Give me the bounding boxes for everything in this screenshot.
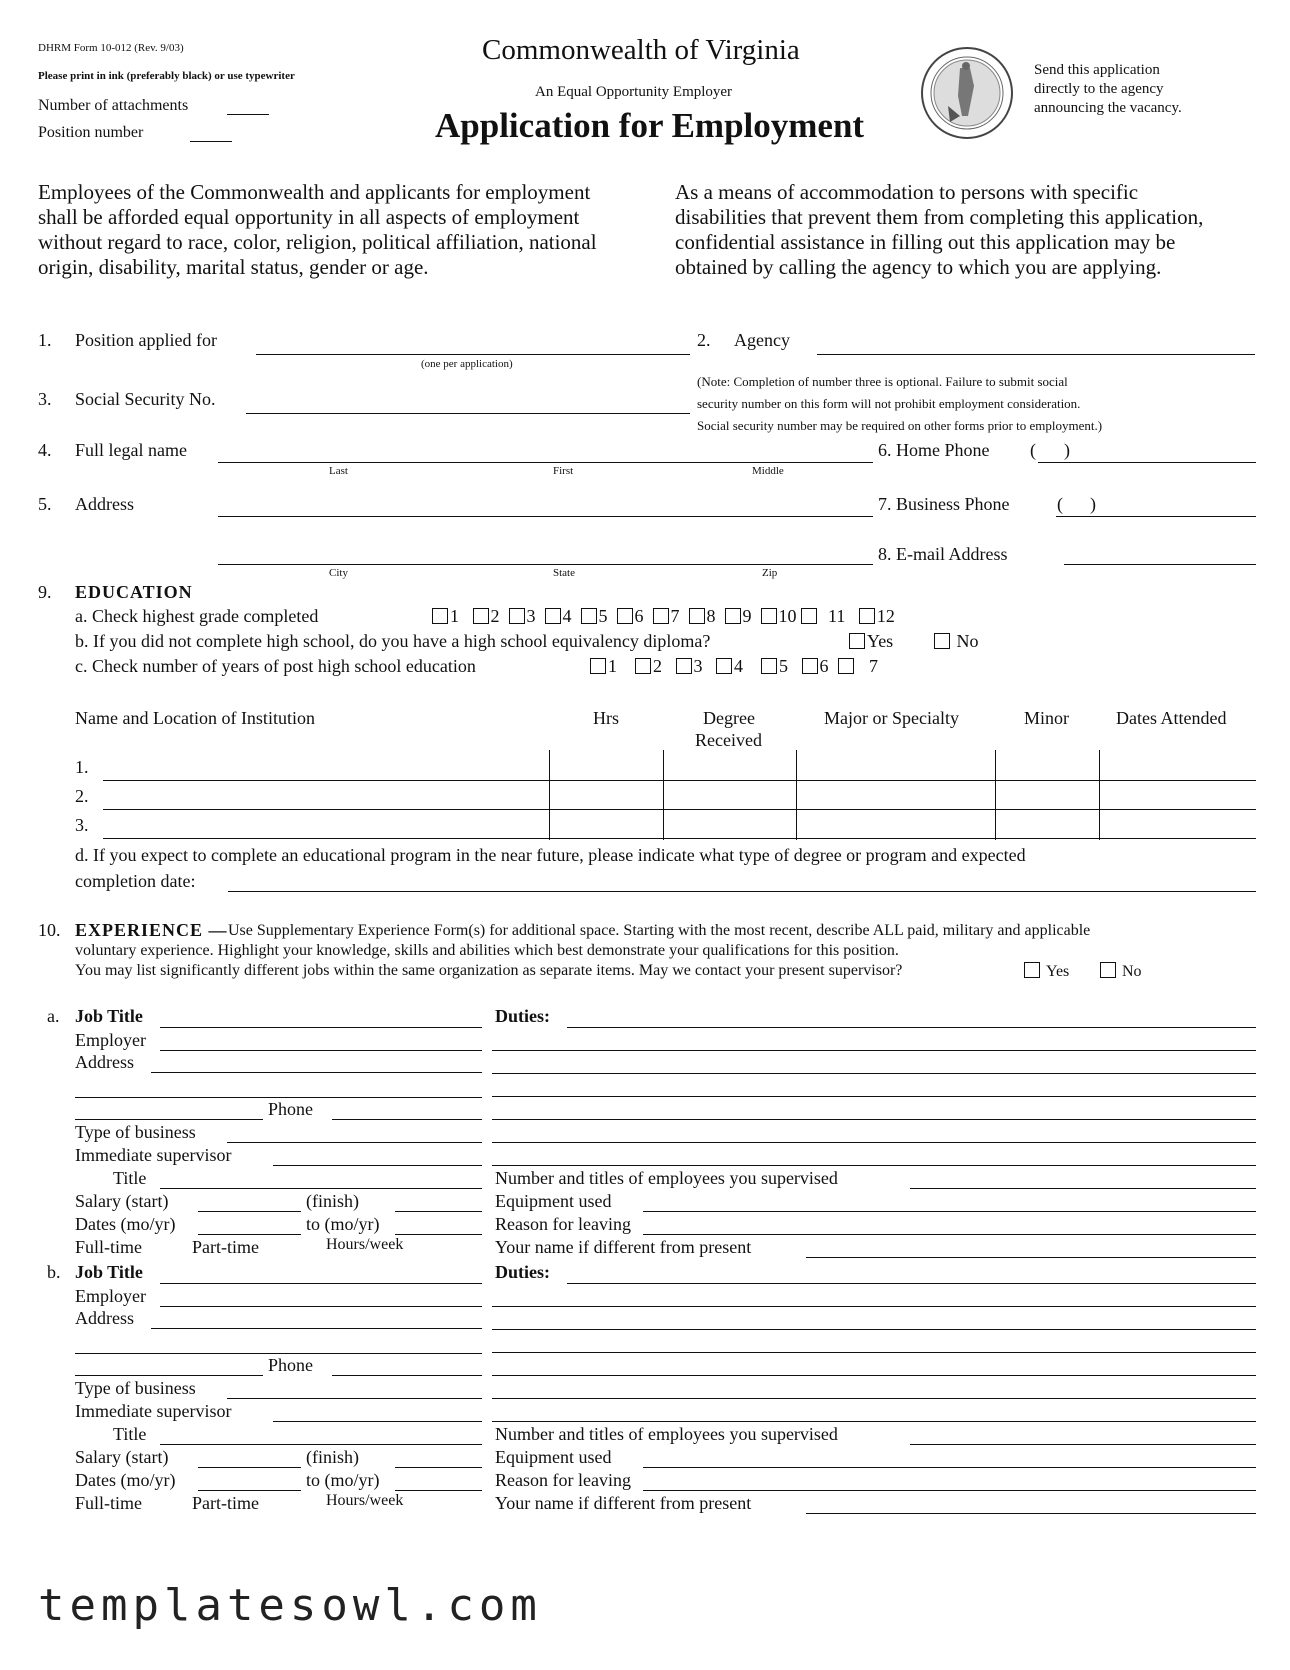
job-phone-label: Phone (268, 1355, 313, 1375)
hours-week-label: Hours/week (326, 1236, 404, 1253)
item-number: 2. (697, 330, 711, 350)
first-sublabel: First (553, 465, 574, 477)
duties-line[interactable] (492, 1375, 1256, 1376)
contact-no (1100, 962, 1142, 981)
state-title: Commonwealth of Virginia (482, 34, 800, 66)
attachments-field[interactable] (227, 114, 269, 115)
grade-label: 9 (742, 606, 752, 626)
grade-checkbox[interactable] (689, 608, 705, 624)
print-note: Please print in ink (preferably black) or use typewriter (38, 70, 295, 82)
item-number: 3. (38, 389, 52, 409)
education-d-2: completion date: (75, 871, 196, 891)
business-type-label: Type of business (75, 1378, 196, 1398)
equipment-label: Equipment used (495, 1191, 612, 1211)
part-time-label: Part-time (192, 1493, 259, 1513)
col-hrs: Hrs (593, 708, 619, 728)
equipment-field[interactable] (643, 1467, 1256, 1468)
virginia-seal-icon (920, 46, 1014, 140)
duties-line[interactable] (567, 1027, 1256, 1028)
address-field[interactable] (218, 516, 873, 517)
reason-label: Reason for leaving (495, 1470, 631, 1490)
name-diff-field[interactable] (806, 1513, 1256, 1514)
equivalency-yes-checkbox[interactable] (849, 633, 865, 649)
grade-label: 5 (598, 606, 608, 626)
duties-line[interactable] (492, 1165, 1256, 1166)
name-diff-label: Your name if different from present (495, 1493, 752, 1513)
item-number: 9. (38, 582, 52, 602)
one-per-note: (one per application) (421, 358, 513, 370)
job-address-line-2[interactable] (75, 1353, 482, 1354)
employer-label: Employer (75, 1286, 146, 1306)
job-title-field[interactable] (160, 1283, 482, 1284)
watermark: templatesowl.com (38, 1580, 542, 1631)
contact-yes (1024, 962, 1069, 981)
grade-label: 1 (450, 606, 459, 626)
experience-line2: voluntary experience. Highlight your knowledge, skills and abilities which best demonstrate your qualifications for this position. (75, 942, 899, 959)
form-title: Application for Employment (435, 106, 865, 145)
ssn-field[interactable] (246, 413, 690, 414)
supervised-label: Number and titles of employees you supervised (495, 1424, 838, 1444)
reason-field[interactable] (643, 1490, 1256, 1491)
duties-label: Duties: (495, 1262, 550, 1282)
experience-line3: You may list significantly different jobs within the same organization as separate items. May we contact your present supervisor? (75, 962, 903, 979)
grade-checkbox[interactable] (545, 608, 561, 624)
years-label: 6 (819, 656, 829, 676)
job-phone-label: Phone (268, 1099, 313, 1119)
item-number: 10. (38, 920, 61, 940)
col-divider (1099, 750, 1100, 840)
equivalency-no (934, 631, 979, 652)
col-divider (796, 750, 797, 840)
agency-label: Agency (734, 330, 790, 350)
duties-line[interactable] (492, 1050, 1256, 1051)
job-address-line-3[interactable] (75, 1375, 263, 1376)
equivalency-no-checkbox[interactable] (934, 633, 950, 649)
salary-finish-field[interactable] (395, 1211, 482, 1212)
name-diff-label: Your name if different from present (495, 1237, 752, 1257)
job-address-label: Address (75, 1308, 134, 1328)
grade-label: 2 (490, 606, 500, 626)
equipment-field[interactable] (643, 1211, 1256, 1212)
paren: ) (1064, 440, 1070, 460)
duties-line[interactable] (492, 1142, 1256, 1143)
row-number: 3. (75, 815, 89, 835)
paren: ) (1090, 494, 1096, 514)
grade-checkboxes (432, 606, 895, 627)
grade-label: 12 (876, 606, 895, 626)
business-type-label: Type of business (75, 1122, 196, 1142)
name-diff-field[interactable] (806, 1257, 1256, 1258)
years-checkbox[interactable] (676, 658, 692, 674)
item-number: 1. (38, 330, 52, 350)
years-checkbox[interactable] (838, 658, 854, 674)
reason-field[interactable] (643, 1234, 1256, 1235)
dates-to-label: to (mo/yr) (306, 1214, 380, 1234)
position-number-field[interactable] (190, 141, 232, 142)
name-field[interactable] (218, 462, 873, 463)
salary-finish-label: (finish) (306, 1447, 359, 1467)
grade-checkbox[interactable] (653, 608, 669, 624)
dates-from-field[interactable] (198, 1234, 301, 1235)
reason-label: Reason for leaving (495, 1214, 631, 1234)
business-phone-field[interactable] (1056, 516, 1256, 517)
position-number-label: Position number (38, 124, 144, 141)
years-label: 1 (608, 656, 617, 676)
equipment-label: Equipment used (495, 1447, 612, 1467)
completion-date-field[interactable] (228, 891, 1256, 892)
send-note-2: directly to the agency (1034, 81, 1164, 97)
salary-start-label: Salary (start) (75, 1191, 169, 1211)
years-label: 3 (693, 656, 703, 676)
job-phone-field[interactable] (332, 1375, 482, 1376)
years-checkboxes (590, 656, 878, 677)
yes-label: Yes (867, 631, 894, 651)
grade-label: 3 (526, 606, 536, 626)
experience-title: EXPERIENCE — (75, 920, 228, 940)
state-sublabel: State (553, 567, 575, 579)
salary-finish-label: (finish) (306, 1191, 359, 1211)
intro-right: As a means of accommodation to persons with specific disabilities that prevent them from completing this application, confidential assistance in filling out this application may be obtained by calling the agency to which you are applying. (675, 180, 1204, 279)
duties-line[interactable] (492, 1398, 1256, 1399)
row-number: 2. (75, 786, 89, 806)
agency-field[interactable] (817, 354, 1255, 355)
supervisor-title-label: Title (113, 1424, 147, 1444)
dates-label: Dates (mo/yr) (75, 1470, 176, 1490)
job-address-label: Address (75, 1052, 134, 1072)
employer-field[interactable] (160, 1050, 482, 1051)
education-c: c. Check number of years of post high school education (75, 656, 476, 676)
ssn-note: (Note: Completion of number three is optional. Failure to submit social security number on this form will not prohibit employment consideration. Social security number may be required on other forms prior to employment.) (697, 374, 1103, 433)
years-label: 4 (734, 656, 743, 676)
hours-week-label: Hours/week (326, 1492, 404, 1509)
education-a: a. Check highest grade completed (75, 606, 319, 626)
dates-to-field[interactable] (395, 1490, 482, 1491)
home-phone-label: 6. Home Phone (878, 440, 990, 460)
ssn-label: Social Security No. (75, 389, 216, 409)
duties-line[interactable] (492, 1421, 1256, 1422)
paren: ( (1030, 440, 1036, 460)
col-divider (549, 750, 550, 840)
education-title: EDUCATION (75, 582, 193, 602)
duties-line[interactable] (492, 1073, 1256, 1074)
business-type-field[interactable] (227, 1398, 482, 1399)
duties-line[interactable] (492, 1119, 1256, 1120)
job-address-field[interactable] (151, 1328, 482, 1329)
paren: ( (1057, 494, 1063, 514)
grade-label: 8 (706, 606, 716, 626)
send-note-3: announcing the vacancy. (1034, 100, 1182, 116)
supervisor-field[interactable] (273, 1165, 482, 1166)
row-number: 1. (75, 757, 89, 777)
grade-checkbox[interactable] (761, 608, 777, 624)
education-row[interactable] (103, 780, 1256, 781)
grade-checkbox[interactable] (801, 608, 817, 624)
job-address-field[interactable] (151, 1072, 482, 1073)
salary-finish-field[interactable] (395, 1467, 482, 1468)
zip-sublabel: Zip (762, 567, 778, 579)
job-phone-field[interactable] (332, 1119, 482, 1120)
dates-label: Dates (mo/yr) (75, 1214, 176, 1234)
supervised-field[interactable] (910, 1444, 1256, 1445)
supervisor-label: Immediate supervisor (75, 1401, 232, 1421)
full-time-label: Full-time (75, 1493, 142, 1513)
education-row[interactable] (103, 838, 1256, 839)
supervisor-label: Immediate supervisor (75, 1145, 232, 1165)
email-label: 8. E-mail Address (878, 544, 1008, 564)
address-label: Address (75, 494, 134, 514)
col-dates: Dates Attended (1116, 708, 1227, 728)
contact-no-checkbox[interactable] (1100, 962, 1116, 978)
job-address-line-2[interactable] (75, 1097, 482, 1098)
col-divider (995, 750, 996, 840)
grade-label: 10 (778, 606, 797, 626)
intro-left: Employees of the Commonwealth and applicants for employment shall be afforded equal opportunity in all aspects of employment without regard to race, color, religion, political affiliation, national origin, disability, marital status, gender or age. (38, 180, 597, 279)
col-major: Major or Specialty (824, 708, 959, 728)
grade-label: 7 (670, 606, 680, 626)
duties-line[interactable] (492, 1329, 1256, 1330)
col-institution: Name and Location of Institution (75, 708, 315, 728)
form-id: DHRM Form 10-012 (Rev. 9/03) (38, 42, 184, 54)
equivalency-yes (849, 631, 893, 652)
item-number: 4. (38, 440, 52, 460)
no-label: No (1122, 963, 1142, 980)
education-d: d. If you expect to complete an educational program in the near future, please indicate what type of degree or program and expected (75, 845, 1026, 865)
salary-start-field[interactable] (198, 1467, 301, 1468)
last-sublabel: Last (329, 465, 348, 477)
item-number: 5. (38, 494, 52, 514)
address-line-2-field[interactable] (218, 564, 873, 565)
grade-checkbox[interactable] (473, 608, 489, 624)
business-phone-label: 7. Business Phone (878, 494, 1010, 514)
dates-from-field[interactable] (198, 1490, 301, 1491)
yes-label: Yes (1046, 963, 1070, 980)
grade-label: 4 (562, 606, 572, 626)
email-field[interactable] (1064, 564, 1256, 565)
supervisor-title-field[interactable] (160, 1444, 482, 1445)
dates-to-field[interactable] (395, 1234, 482, 1235)
job-letter: b. (47, 1262, 61, 1282)
years-checkbox[interactable] (716, 658, 732, 674)
years-label: 5 (779, 656, 788, 676)
grade-checkbox[interactable] (581, 608, 597, 624)
employer-label: Employer (75, 1030, 146, 1050)
duties-line[interactable] (492, 1306, 1256, 1307)
education-b: b. If you did not complete high school, do you have a high school equivalency diploma? (75, 631, 711, 651)
experience-line1: Use Supplementary Experience Form(s) for additional space. Starting with the most recent, describe ALL paid, military and applicable (228, 922, 1091, 939)
col-degree-2: Received (695, 730, 762, 750)
grade-checkbox[interactable] (859, 608, 875, 624)
salary-start-field[interactable] (198, 1211, 301, 1212)
position-label: Position applied for (75, 330, 217, 350)
full-time-label: Full-time (75, 1237, 142, 1257)
part-time-label: Part-time (192, 1237, 259, 1257)
position-field[interactable] (256, 354, 690, 355)
business-type-field[interactable] (227, 1142, 482, 1143)
supervisor-title-field[interactable] (160, 1188, 482, 1189)
years-checkbox[interactable] (761, 658, 777, 674)
dates-to-label: to (mo/yr) (306, 1470, 380, 1490)
supervised-field[interactable] (910, 1188, 1256, 1189)
grade-checkbox[interactable] (617, 608, 633, 624)
contact-yes-checkbox[interactable] (1024, 962, 1040, 978)
duties-line[interactable] (492, 1352, 1256, 1353)
years-label: 7 (869, 656, 878, 676)
home-phone-field[interactable] (1038, 462, 1256, 463)
supervisor-title-label: Title (113, 1168, 147, 1188)
send-note-1: Send this application (1034, 62, 1160, 78)
supervisor-field[interactable] (273, 1421, 482, 1422)
attachments-label: Number of attachments (38, 97, 189, 114)
job-address-line-3[interactable] (75, 1119, 263, 1120)
name-label: Full legal name (75, 440, 187, 460)
years-checkbox[interactable] (590, 658, 606, 674)
employer-field[interactable] (160, 1306, 482, 1307)
years-checkbox[interactable] (635, 658, 651, 674)
job-title-label: Job Title (75, 1262, 143, 1282)
duties-label: Duties: (495, 1006, 550, 1026)
job-title-field[interactable] (160, 1027, 482, 1028)
duties-line[interactable] (567, 1283, 1256, 1284)
duties-line[interactable] (492, 1096, 1256, 1097)
grade-checkbox[interactable] (432, 608, 448, 624)
eoe-text: An Equal Opportunity Employer (535, 84, 733, 100)
years-checkbox[interactable] (802, 658, 818, 674)
col-minor: Minor (1024, 708, 1069, 728)
grade-label: 11 (828, 606, 846, 626)
job-letter: a. (47, 1006, 60, 1026)
col-divider (663, 750, 664, 840)
job-title-label: Job Title (75, 1006, 143, 1026)
education-row[interactable] (103, 809, 1256, 810)
grade-checkbox[interactable] (509, 608, 525, 624)
city-sublabel: City (329, 567, 348, 579)
grade-label: 6 (634, 606, 644, 626)
no-label: No (956, 631, 979, 651)
supervised-label: Number and titles of employees you supervised (495, 1168, 838, 1188)
years-label: 2 (653, 656, 662, 676)
salary-start-label: Salary (start) (75, 1447, 169, 1467)
grade-checkbox[interactable] (725, 608, 741, 624)
col-degree: Degree (703, 708, 755, 728)
middle-sublabel: Middle (752, 465, 784, 477)
